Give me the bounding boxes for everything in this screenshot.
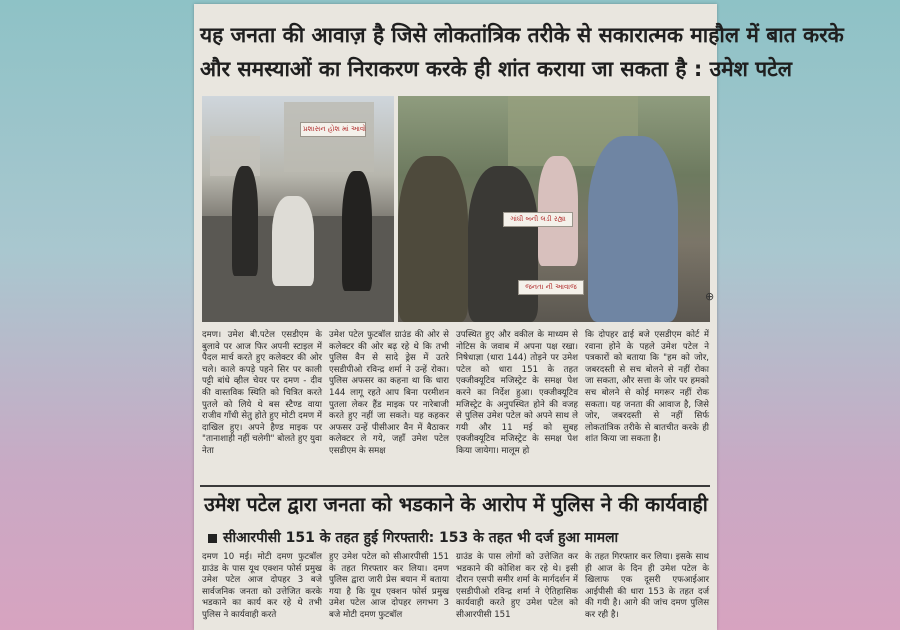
photo-march	[202, 96, 394, 322]
news-photos	[202, 96, 710, 322]
divider-rule	[200, 485, 710, 487]
article1-column-2: उमेश पटेल फुटबॉल ग्राउंड की ओर से कलेक्टर की ओर बढ़ रहे थे कि तभी पुलिस वैन से सादे ड्रेस में उतरे एसडीपीओ रविन्द्र शर्मा ने उन्हें रोका। पुलिस अफसर का कहना था कि धारा 144 लागू रहते आप बिना परमीशन पुतला लेकर हैंड माइक पर नारेबाजी करते हुए नहीं जा सकते। यह कहकर अफसर उन्हें पीसीआर वैन में बैठाकर कलेक्टर ले गये, जहाँ उमेश पटेल एसडीएम के समक्ष	[329, 330, 449, 456]
article2-column-3: ग्राउंड के पास लोगों को उत्तेजित कर भडकाने की कोशिश कर रहे थे। इसी दौरान एसपी समीर शर्मा के मार्गदर्शन में एसडीपीओ रविन्द्र शर्मा ने ऐतिहासिक कार्यवाही करते हुए उमेश पटेल को सीआरपीसी 151	[456, 552, 578, 620]
article1-column-4: कि दोपहर ढाई बजे एसडीएम कोर्ट में रवाना होने के पहले उमेश पटेल ने पत्रकारों को बताया कि "हम को जोर, जबरदस्ती से सच बोलने से नहीं रोका जा सकता, और सत्ता के जोर पर हमको सच बोलने से कोई मगरूर नहीं रोक सकता। यह जनता की आवाज है, जिसे जोर, जबरदस्ती से नहीं सिर्फ लोकतांत्रिक तरीके से बातचीत करके ही शांत किया जा सकता है।	[585, 330, 709, 445]
article2-deck	[208, 528, 708, 548]
article2-headline: उमेश पटेल द्वारा जनता को भडकाने के आरोप में पुलिस ने की कार्यवाही	[204, 493, 708, 516]
newspaper-clipping	[194, 4, 844, 630]
bullet-marker	[208, 534, 217, 543]
article2-column-4: के तहत गिरफ्तार कर लिया। इसके साथ ही आज के दिन ही उमेश पटेल के खिलाफ एक दूसरी एफआईआर आईपीसी की धारा 153 के तहत दर्ज की गयी है। आगे की जांच दमण पुलिस कर रही है।	[585, 552, 709, 620]
article2-column-1: दमण 10 मई। मोटी दमण फुटबॉल ग्राउंड के पास यूथ एक्शन फोर्स प्रमुख उमेश पटेल आज दोपहर 3 बजे सार्वजनिक जनता को उत्तेजित करके भडकाने का कार्य कर रहे थे तभी पुलिस ने कार्यवाही करते	[202, 552, 322, 620]
article1-column-3: उपस्थित हुए और वकील के माध्यम से नोटिस के जवाब में अपना पक्ष रखा। निषेधाज्ञा (धारा 144) तोड़ने पर उमेश पटेल को धारा 151 के तहत एक्जीक्यूटिव मजिस्ट्रेट के समक्ष पेश करने का निर्देश हुआ। एक्जीक्यूटिव मजिस्ट्रेट के अनुपस्थित होने की वजह से पुलिस उमेश पटेल को अपने साथ ले गयी और 11 मई को सुबह एक्जीक्यूटिव मजिस्ट्रेट के समक्ष पेश किया जायेगा। मालूम हो	[456, 330, 578, 456]
headline-line-1: यह जनता की आवाज़ है जिसे लोकतांत्रिक तरीके से सकारात्मक माहौल में बात करके	[200, 23, 844, 47]
placard-1: પ્રશાસન હોશ માં આવો	[300, 122, 366, 137]
article2-column-2: हुए उमेश पटेल को सीआरपीसी 151 के तहत गिरफ्तार कर लिया। दमण पुलिस द्वारा जारी प्रेस बयान में बताया गया है कि यूथ एक्शन फोर्स प्रमुख उमेश पटेल आज दोपहर लगभग 3 बजे मोटी दमण फुटबॉल	[329, 552, 449, 620]
placard-2: ગાંધી બની લડી રહ્યા	[503, 212, 573, 227]
photo-arrest	[398, 96, 710, 322]
article1-column-1: दमण। उमेश बी.पटेल एसडीएम के बुलावे पर आज फिर अपनी स्टाइल में पैदल मार्च करते हुए कलेक्टर की ओर चले। काले कपड़े पहने सिर पर काली पट्टी बांधे व्हील चेयर पर दमण - दीव की वास्तविक स्थिति को चित्रित करते पुतले को लिये थे बस स्टैण्ड वाया राजीव गाँधी सेतु होते हुए मोटी दमण में दाखिल हुए। अपने हैण्ड माइक पर "तानाशाही नहीं चलेगी" बोलते हुए युवा नेता	[202, 330, 322, 456]
placard-3: જનતા ની આવાજ	[518, 280, 584, 295]
headline-line-2: और समस्याओं का निराकरण करके ही शांत कराया जा सकता है : उमेश पटेल	[200, 57, 793, 81]
article2-deck-text: सीआरपीसी 151 के तहत हुई गिरफ्तारी: 153 के तहत भी दर्ज हुआ मामला	[223, 530, 619, 546]
registration-mark-icon: ⊕	[705, 290, 715, 303]
